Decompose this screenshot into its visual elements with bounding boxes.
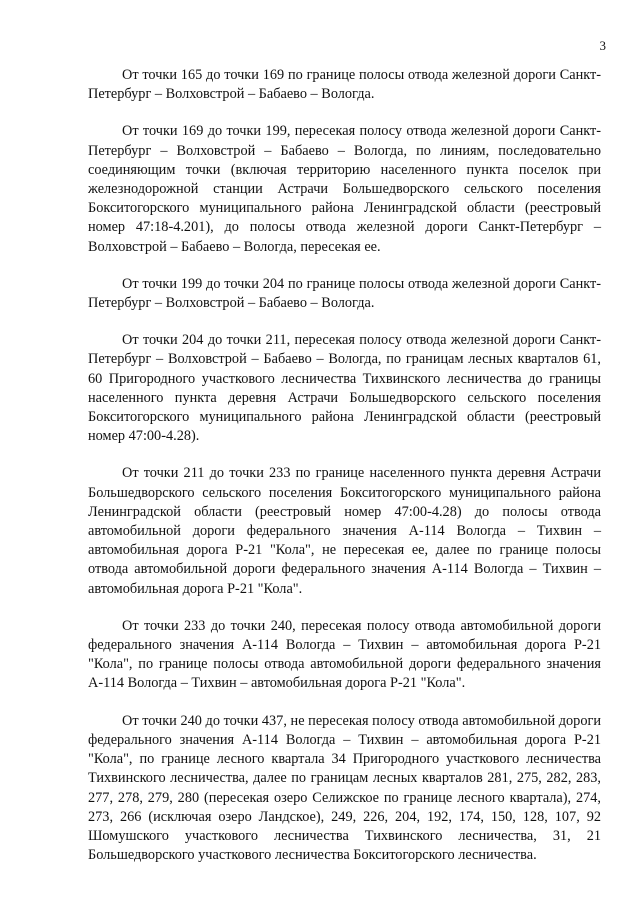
paragraph: От точки 169 до точки 199, пересекая полосу отвода железной дороги Санкт-Петербург – Волховстрой – Бабаево – Вологда, по линиям, последовательно соединяющим точки (включая территорию населенного пункта поселок при железнодорожной станции Астрачи Большедворского сельского поселения Бокситогорского муниципального района Ленинградской области (реестровый номер 47:18-4.201), до полосы отвода железной дороги Санкт-Петербург – Волховстрой – Бабаево – Вологда, пересекая ее. [88,123,601,255]
paragraph: От точки 199 до точки 204 по границе полосы отвода железной дороги Санкт-Петербург – Волховстрой – Бабаево – Вологда. [88,275,601,312]
paragraph: От точки 165 до точки 169 по границе полосы отвода железной дороги Санкт-Петербург – Волховстрой – Бабаево – Вологда. [88,67,601,103]
paragraph: От точки 240 до точки 437, не пересекая полосу отвода автомобильной дороги федерального значения А-114 Вологда – Тихвин – автомобильная дорога Р-21 "Кола", по границе лесного квартала 34 Пригородного участкового лесничества Тихвинского лесничества, далее по границам лесных кварталов 281, 275, 282, 283, 277, 278, 279, 280 (пересекая озеро Селижское по границе лесного квартала), 274, 273, 266 (исключая озеро Ландское), 249, 226, 204, 192, 174, 150, 128, 107, 92 Шомушского участкового лесничества Тихвинского лесничества, 31, 21 Большедворского участкового лесничества Бокситогорского лесничества. [88,712,601,864]
paragraph: От точки 204 до точки 211, пересекая полосу отвода железной дороги Санкт-Петербург – Волховстрой – Бабаево – Вологда, по границам лесных кварталов 61, 60 Пригородного участкового лесничества Тихвинского лесничества до границы населенного пункта деревня Астрачи Большедворского сельского поселения Бокситогорского муниципального района Ленинградской области (реестровый номер 47:00-4.28). [88,332,601,445]
paragraph: От точки 211 до точки 233 по границе населенного пункта деревня Астрачи Большедворского сельского поселения Бокситогорского муниципального района Ленинградской области (реестровый номер 47:00-4.28) до полосы отвода автомобильной дороги федерального значения А-114 Вологда – Тихвин – автомобильная дорога Р-21 "Кола", не пересекая ее, далее по границе полосы отвода автомобильной дороги федерального значения А-114 Вологда – Тихвин – автомобильная дорога Р-21 "Кола". [88,465,601,597]
document-body [88,66,601,865]
paragraph: От точки 233 до точки 240, пересекая полосу отвода автомобильной дороги федерального значения А-114 Вологда – Тихвин – автомобильная дорога Р-21 "Кола", по границе полосы отвода автомобильной дороги федерального значения А-114 Вологда – Тихвин – автомобильная дорога Р-21 "Кола". [88,617,601,692]
page-number: 3 [599,38,606,53]
